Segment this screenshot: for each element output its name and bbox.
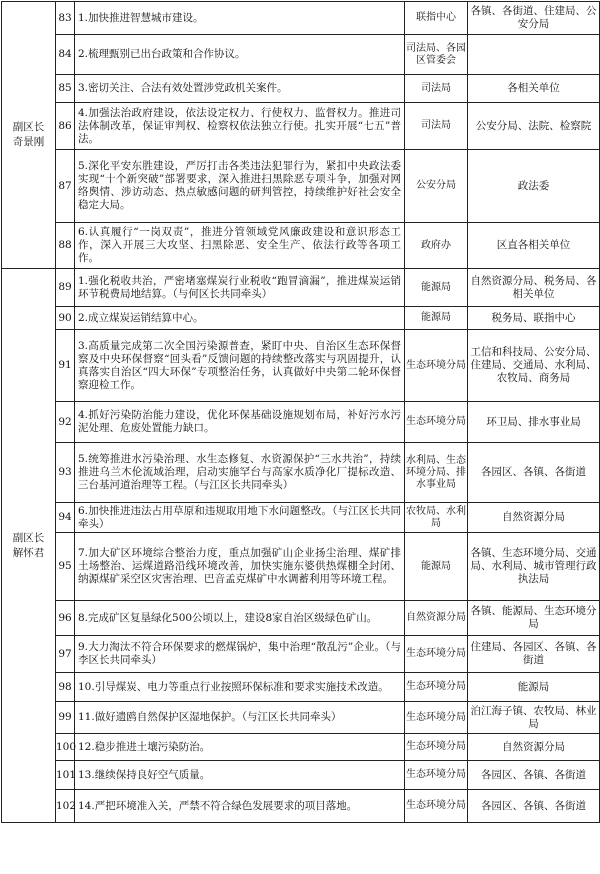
coop-unit-cell: 泊江海子镇、农牧局、林业局	[468, 702, 600, 734]
lead-unit-cell: 生态环境分局	[405, 636, 468, 673]
row-number: 99	[56, 702, 75, 734]
task-cell: 7.加大矿区环境综合整治力度，重点加强矿山企业扬尘治理、煤矿排土场整治、运煤道路沿线环境改善，加快实施东婆供热煤棚全封闭、纳源煤矿采空区灾害治理、巴音孟克煤矿中水调蓄利用等环境工程。	[75, 533, 405, 601]
row-number: 100	[56, 734, 75, 761]
task-cell: 12.稳步推进土壤污染防治。	[75, 734, 405, 761]
row-number: 93	[56, 443, 75, 503]
table-row	[2, 601, 600, 636]
lead-unit-cell: 司法局	[405, 103, 468, 150]
row-number: 90	[56, 307, 75, 330]
table-row	[2, 533, 600, 601]
task-cell: 5.统筹推进水污染治理、水生态修复、水资源保护“三水共治”，持续推进乌兰木伦流域治理，启动实施罕台与高家水质净化厂提标改造、三台基河道治理等工程。（与江区长共同牵头）	[75, 443, 405, 503]
row-number: 101	[56, 761, 75, 790]
table-row	[2, 307, 600, 330]
lead-unit-cell: 生态环境分局	[405, 790, 468, 823]
lead-unit-cell: 司法局、各园区管委会	[405, 35, 468, 75]
coop-unit-cell: 各镇、各街道、住建局、公安分局	[468, 2, 600, 35]
task-cell: 14.严把环境准入关，严禁不符合绿色发展要求的项目落地。	[75, 790, 405, 823]
lead-unit-cell: 能源局	[405, 269, 468, 307]
table-row	[2, 443, 600, 503]
lead-unit-cell: 生态环境分局	[405, 330, 468, 402]
table-row	[2, 223, 600, 269]
table-row	[2, 269, 600, 307]
coop-unit-cell: 各园区、各镇、各街道	[468, 790, 600, 823]
table-row	[2, 35, 600, 75]
row-number: 86	[56, 103, 75, 150]
lead-unit-cell: 政府办	[405, 223, 468, 269]
row-number: 85	[56, 75, 75, 103]
coop-unit-cell: 公安分局、法院、检察院	[468, 103, 600, 150]
coop-unit-cell: 自然资源分局、税务局、各相关单位	[468, 269, 600, 307]
lead-unit-cell: 联指中心	[405, 2, 468, 35]
leader-cell: 副区长奇景刚	[2, 2, 56, 269]
lead-unit-cell: 农牧局、水利局	[405, 503, 468, 533]
row-number: 92	[56, 402, 75, 443]
row-number: 84	[56, 35, 75, 75]
task-cell: 11.做好遗鸥自然保护区湿地保护。（与江区长共同牵头）	[75, 702, 405, 734]
coop-unit-cell: 住建局、各园区、各镇、各街道	[468, 636, 600, 673]
task-cell: 2.成立煤炭运销结算中心。	[75, 307, 405, 330]
table-row	[2, 734, 600, 761]
task-cell: 8.完成矿区复垦绿化500公顷以上，建设8家自治区级绿色矿山。	[75, 601, 405, 636]
table-row	[2, 330, 600, 402]
coop-unit-cell: 各镇、能源局、生态环境分局	[468, 601, 600, 636]
table-row	[2, 702, 600, 734]
lead-unit-cell: 生态环境分局	[405, 734, 468, 761]
row-number: 97	[56, 636, 75, 673]
task-cell: 9.大力淘汰不符合环保要求的燃煤锅炉，集中治理“散乱污”企业。（与李区长共同牵头）	[75, 636, 405, 673]
coop-unit-cell: 环卫局、排水事业局	[468, 402, 600, 443]
row-number: 87	[56, 150, 75, 223]
task-table	[1, 1, 600, 823]
lead-unit-cell: 能源局	[405, 533, 468, 601]
lead-unit-cell: 自然资源分局	[405, 601, 468, 636]
lead-unit-cell: 司法局	[405, 75, 468, 103]
task-cell: 5.深化平安东胜建设，严厉打击各类违法犯罪行为，紧扣中央政法委实现“十个新突破”部署要求，深入推进扫黑除恶专项斗争，加强对网络舆情、涉访动态、热点敏感问题的研判管控，持续维护好社会安全稳定大局。	[75, 150, 405, 223]
lead-unit-cell: 生态环境分局	[405, 702, 468, 734]
row-number: 83	[56, 2, 75, 35]
table-row	[2, 402, 600, 443]
task-cell: 1.加快推进智慧城市建设。	[75, 2, 405, 35]
coop-unit-cell: 各园区、各镇、各街道	[468, 761, 600, 790]
row-number: 88	[56, 223, 75, 269]
table-row	[2, 75, 600, 103]
coop-unit-cell: 自然资源分局	[468, 734, 600, 761]
lead-unit-cell: 水利局、生态环境分局、排水事业局	[405, 443, 468, 503]
table-row	[2, 673, 600, 702]
lead-unit-cell: 生态环境分局	[405, 402, 468, 443]
task-cell: 4.抓好污染防治能力建设，优化环保基础设施规划布局，补好污水污泥处理、危废处置能力缺口。	[75, 402, 405, 443]
lead-unit-cell: 生态环境分局	[405, 761, 468, 790]
lead-unit-cell: 生态环境分局	[405, 673, 468, 702]
table-row	[2, 2, 600, 35]
task-cell: 4.加强法治政府建设，依法设定权力、行使权力、监督权力。推进司法体制改革，保证审判权、检察权依法独立行使。扎实开展“七五”普法。	[75, 103, 405, 150]
coop-unit-cell: 能源局	[468, 673, 600, 702]
row-number: 94	[56, 503, 75, 533]
task-cell: 13.继续保持良好空气质量。	[75, 761, 405, 790]
leader-cell: 副区长解怀君	[2, 269, 56, 823]
table-row	[2, 761, 600, 790]
coop-unit-cell: 各相关单位	[468, 75, 600, 103]
task-cell: 10.引导煤炭、电力等重点行业按照环保标准和要求实施技术改造。	[75, 673, 405, 702]
table-row	[2, 636, 600, 673]
table-row	[2, 503, 600, 533]
coop-unit-cell: 政法委	[468, 150, 600, 223]
task-cell: 1.强化税收共治，严密堵塞煤炭行业税收“跑冒滴漏”，推进煤炭运销环节税费局地结算。（与何区长共同牵头）	[75, 269, 405, 307]
coop-unit-cell	[468, 35, 600, 75]
lead-unit-cell: 公安分局	[405, 150, 468, 223]
row-number: 91	[56, 330, 75, 402]
coop-unit-cell: 区直各相关单位	[468, 223, 600, 269]
table-row	[2, 150, 600, 223]
row-number: 95	[56, 533, 75, 601]
coop-unit-cell: 税务局、联指中心	[468, 307, 600, 330]
coop-unit-cell: 自然资源分局	[468, 503, 600, 533]
table-row	[2, 790, 600, 823]
task-cell: 6.认真履行“一岗双责”，推进分管领域党风廉政建设和意识形态工作，深入开展三大攻坚、扫黑除恶、安全生产、依法行政等各项工作。	[75, 223, 405, 269]
coop-unit-cell: 各镇、生态环境分局、交通局、水利局、城市管理行政执法局	[468, 533, 600, 601]
row-number: 102	[56, 790, 75, 823]
task-cell: 3.密切关注、合法有效处置涉党政机关案件。	[75, 75, 405, 103]
task-cell: 2.梳理甄别已出台政策和合作协议。	[75, 35, 405, 75]
coop-unit-cell: 工信和科技局、公安分局、住建局、交通局、水利局、农牧局、商务局	[468, 330, 600, 402]
task-cell: 6.加快推进违法占用草原和违规取用地下水问题整改。（与江区长共同牵头）	[75, 503, 405, 533]
row-number: 89	[56, 269, 75, 307]
task-cell: 3.高质量完成第二次全国污染源普查，紧盯中央、自治区生态环保督察及中央环保督察“回头看”反馈问题的持续整改落实与巩固提升，认真落实自治区“四大环保”专项整治任务，认真做好中央第二轮环保督察迎检工作。	[75, 330, 405, 402]
row-number: 98	[56, 673, 75, 702]
coop-unit-cell: 各园区、各镇、各街道	[468, 443, 600, 503]
table-row	[2, 103, 600, 150]
row-number: 96	[56, 601, 75, 636]
lead-unit-cell: 能源局	[405, 307, 468, 330]
